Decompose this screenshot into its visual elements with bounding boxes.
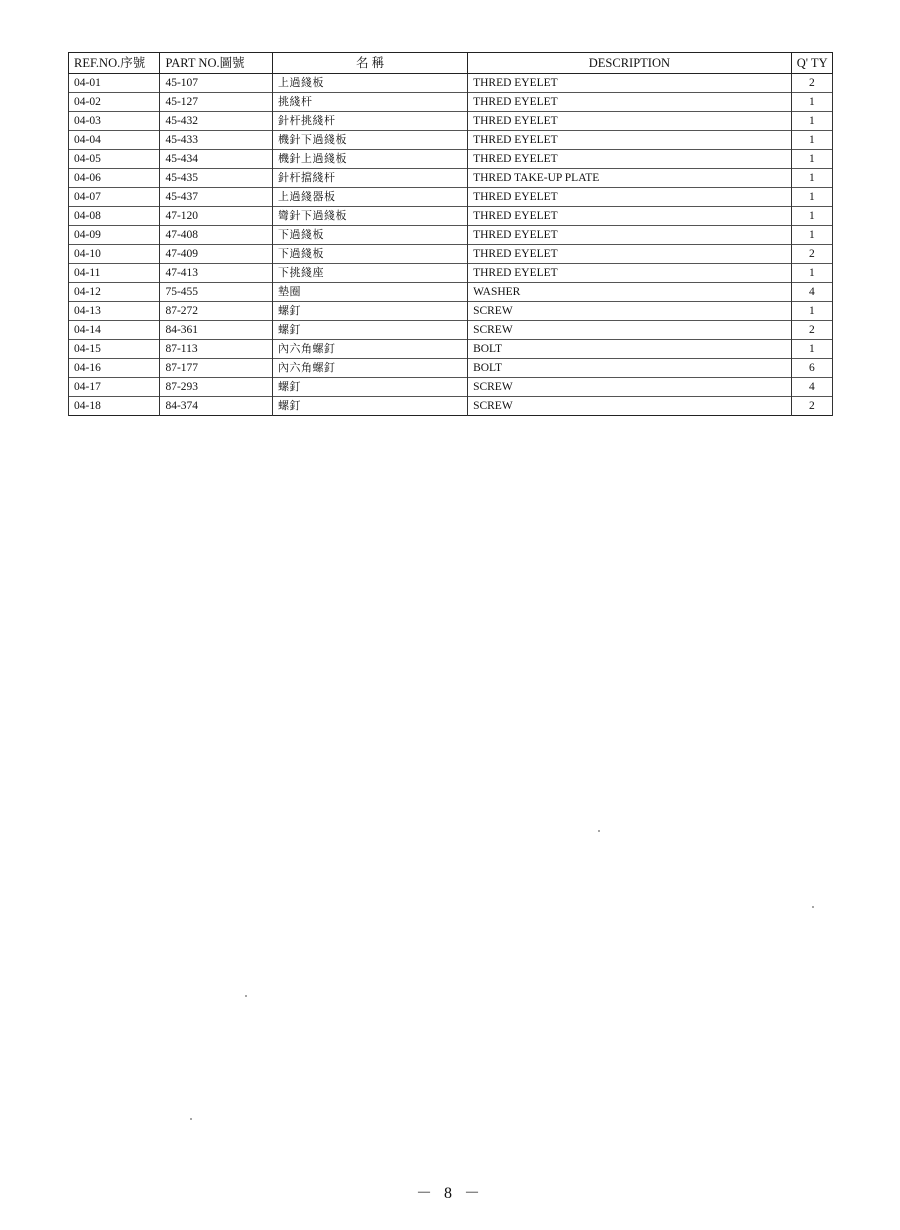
cell-quantity: 1 [791,207,832,226]
parts-table-header [69,53,833,74]
page-number: － 8 － [415,1185,484,1202]
header-ref-no: REF.NO.序號 [69,53,160,74]
cell-name: 下過綫板 [273,245,468,264]
cell-ref-no: 04-09 [69,226,160,245]
table-row [69,226,833,245]
cell-description: THRED EYELET [468,112,792,131]
cell-description: THRED EYELET [468,131,792,150]
cell-part-no: 45-435 [160,169,273,188]
cell-name: 針杆挑綫杆 [273,112,468,131]
cell-quantity: 1 [791,226,832,245]
cell-part-no: 84-374 [160,397,273,416]
cell-quantity: 1 [791,169,832,188]
table-row [69,131,833,150]
cell-name: 上過綫器板 [273,188,468,207]
parts-table [68,52,833,416]
cell-part-no: 45-434 [160,150,273,169]
cell-name: 機針下過綫板 [273,131,468,150]
cell-name: 下挑綫座 [273,264,468,283]
cell-ref-no: 04-05 [69,150,160,169]
cell-ref-no: 04-14 [69,321,160,340]
cell-description: SCREW [468,378,792,397]
cell-ref-no: 04-01 [69,74,160,93]
cell-description: SCREW [468,302,792,321]
cell-ref-no: 04-06 [69,169,160,188]
cell-part-no: 45-107 [160,74,273,93]
cell-ref-no: 04-08 [69,207,160,226]
cell-part-no: 45-127 [160,93,273,112]
scan-speck [245,995,247,997]
table-row [69,359,833,378]
cell-description: THRED TAKE-UP PLATE [468,169,792,188]
cell-description: WASHER [468,283,792,302]
cell-description: THRED EYELET [468,207,792,226]
cell-name: 螺釘 [273,397,468,416]
cell-quantity: 2 [791,74,832,93]
cell-ref-no: 04-15 [69,340,160,359]
header-description: DESCRIPTION [468,53,792,74]
cell-part-no: 75-455 [160,283,273,302]
table-row [69,112,833,131]
cell-description: THRED EYELET [468,188,792,207]
cell-quantity: 1 [791,112,832,131]
table-row [69,207,833,226]
cell-quantity: 1 [791,93,832,112]
scan-speck [812,906,814,908]
table-row [69,93,833,112]
cell-ref-no: 04-16 [69,359,160,378]
cell-ref-no: 04-12 [69,283,160,302]
table-row [69,245,833,264]
cell-quantity: 4 [791,283,832,302]
cell-description: THRED EYELET [468,245,792,264]
cell-quantity: 1 [791,340,832,359]
cell-name: 內六角螺釘 [273,340,468,359]
cell-description: SCREW [468,397,792,416]
cell-name: 下過綫板 [273,226,468,245]
cell-part-no: 47-409 [160,245,273,264]
cell-quantity: 6 [791,359,832,378]
cell-ref-no: 04-18 [69,397,160,416]
header-part-no: PART NO.圖號 [160,53,273,74]
table-row [69,150,833,169]
cell-name: 內六角螺釘 [273,359,468,378]
table-row [69,283,833,302]
table-row [69,264,833,283]
header-row [69,53,833,74]
cell-description: THRED EYELET [468,264,792,283]
header-name: 名 稱 [273,53,468,74]
cell-part-no: 47-413 [160,264,273,283]
cell-part-no: 47-120 [160,207,273,226]
cell-ref-no: 04-07 [69,188,160,207]
cell-description: BOLT [468,359,792,378]
table-row [69,340,833,359]
table-row [69,188,833,207]
cell-part-no: 47-408 [160,226,273,245]
table-row [69,74,833,93]
cell-name: 彎針下過綫板 [273,207,468,226]
cell-ref-no: 04-04 [69,131,160,150]
cell-quantity: 2 [791,397,832,416]
cell-description: BOLT [468,340,792,359]
table-row [69,321,833,340]
cell-part-no: 87-113 [160,340,273,359]
table-row [69,302,833,321]
cell-description: THRED EYELET [468,74,792,93]
cell-ref-no: 04-17 [69,378,160,397]
cell-name: 螺釘 [273,321,468,340]
cell-description: THRED EYELET [468,226,792,245]
cell-quantity: 4 [791,378,832,397]
cell-name: 螺釘 [273,378,468,397]
cell-quantity: 2 [791,245,832,264]
cell-ref-no: 04-02 [69,93,160,112]
cell-name: 螺釘 [273,302,468,321]
cell-ref-no: 04-13 [69,302,160,321]
cell-name: 墊圈 [273,283,468,302]
cell-quantity: 1 [791,302,832,321]
cell-part-no: 45-432 [160,112,273,131]
cell-description: THRED EYELET [468,150,792,169]
table-row [69,378,833,397]
cell-description: THRED EYELET [468,93,792,112]
cell-name: 上過綫板 [273,74,468,93]
cell-part-no: 45-433 [160,131,273,150]
cell-description: SCREW [468,321,792,340]
cell-name: 挑綫杆 [273,93,468,112]
cell-part-no: 84-361 [160,321,273,340]
table-row [69,169,833,188]
cell-ref-no: 04-03 [69,112,160,131]
cell-name: 針杆擋綫杆 [273,169,468,188]
cell-ref-no: 04-10 [69,245,160,264]
cell-quantity: 1 [791,188,832,207]
cell-quantity: 1 [791,131,832,150]
cell-quantity: 1 [791,150,832,169]
cell-quantity: 2 [791,321,832,340]
header-quantity: Q' TY [791,53,832,74]
scan-speck [598,830,600,832]
cell-part-no: 87-272 [160,302,273,321]
cell-name: 機針上過綫板 [273,150,468,169]
cell-ref-no: 04-11 [69,264,160,283]
cell-part-no: 87-293 [160,378,273,397]
table-row [69,397,833,416]
parts-table-body [69,74,833,416]
cell-part-no: 45-437 [160,188,273,207]
cell-quantity: 1 [791,264,832,283]
cell-part-no: 87-177 [160,359,273,378]
scan-speck [190,1118,192,1120]
